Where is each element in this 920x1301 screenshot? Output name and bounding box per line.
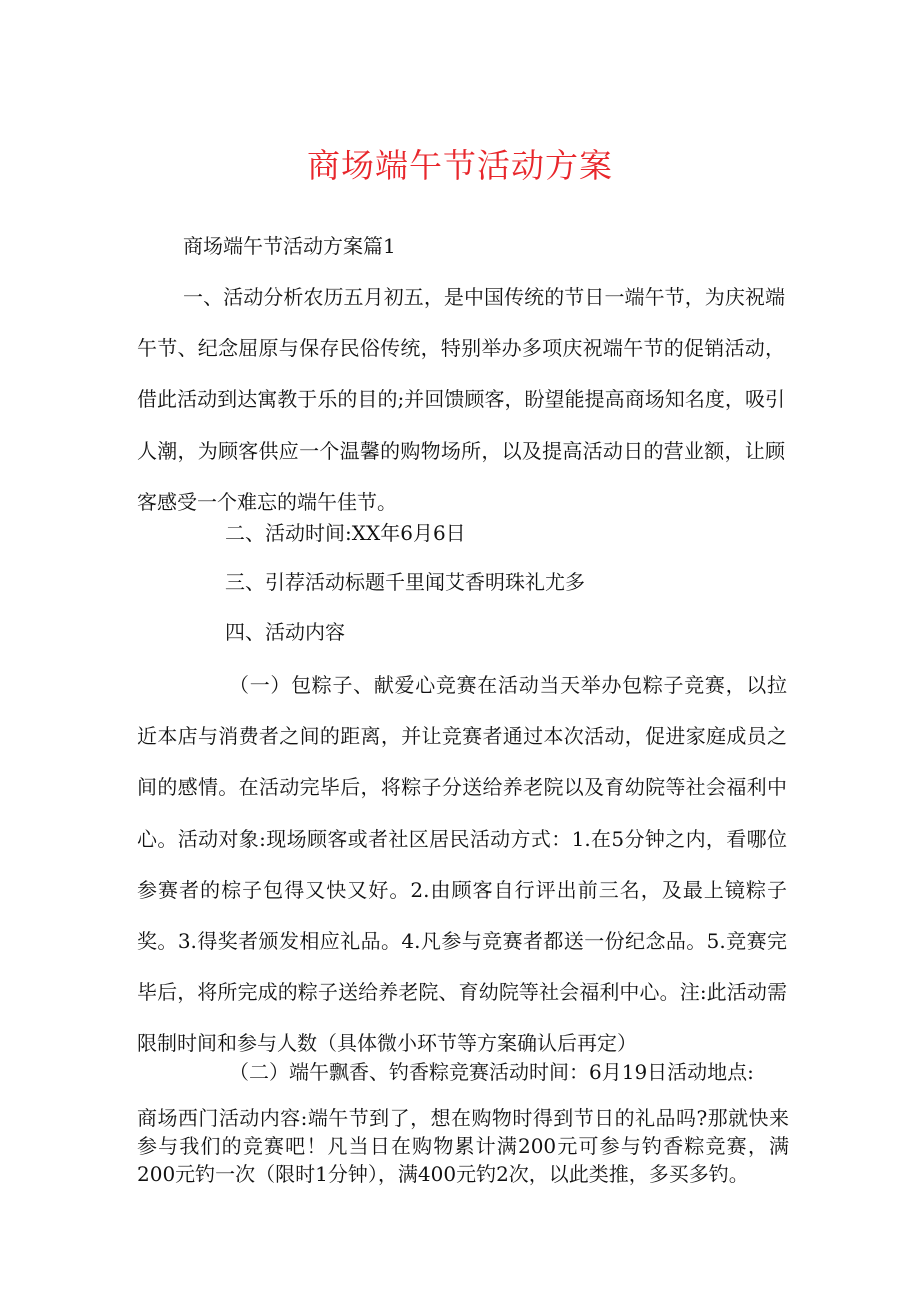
item-2-paragraph: 商场西门活动内容:端午节到了，想在购物时得到节日的礼品吗?那就快来参与我们的竞赛吧！凡当日在购物累计满200元可参与钓香粽竞赛，满200元钓一次（限时1分钟），满400元钓2次，以此类推，多买多钓。: [137, 1106, 789, 1186]
document-subtitle: 商场端午节活动方案篇1: [183, 234, 396, 258]
item-2-heading: （二）端午飘香、钓香粽竞赛活动时间：6月19日活动地点:: [229, 1060, 754, 1084]
item-1-paragraph: （一）包粽子、献爱心竞赛在活动当天举办包粽子竞赛，以拉近本店与消费者之间的距离，并让竞赛者通过本次活动，促进家庭成员之间的感情。在活动完毕后，将粽子分送给养老院以及育幼院等社会福利中心。活动对象:现场顾客或者社区居民活动方式：1.在5分钟之内，看哪位参赛者的棕子包得又快又好。2.由顾客自行评出前三名，及最上镜粽子奖。3.得奖者颁发相应礼品。4.凡参与竞赛者都送一份纪念品。5.竞赛完毕后，将所完成的粽子送给养老院、育幼院等社会福利中心。注:此活动需限制时间和参与人数（具体微小环节等方案确认后再定）: [137, 673, 787, 1056]
section-4-heading: 四、活动内容: [225, 620, 345, 644]
document-title: 商场端午节活动方案: [307, 146, 613, 185]
section-1-paragraph: 一、活动分析农历五月初五，是中国传统的节日一端午节，为庆祝端午节、纪念屈原与保存民俗传统，特别举办多项庆祝端午节的促销活动，借此活动到达寓教于乐的目的;并回馈顾客，盼望能提高商场知名度，吸引人潮，为顾客供应一个温馨的购物场所，以及提高活动日的营业额，让顾客感受一个难忘的端午佳节。: [137, 285, 785, 514]
section-2-paragraph: 二、活动时间:XX年6月6日: [225, 521, 466, 545]
section-3-paragraph: 三、引荐活动标题千里闻艾香明珠礼尤多: [225, 570, 585, 594]
